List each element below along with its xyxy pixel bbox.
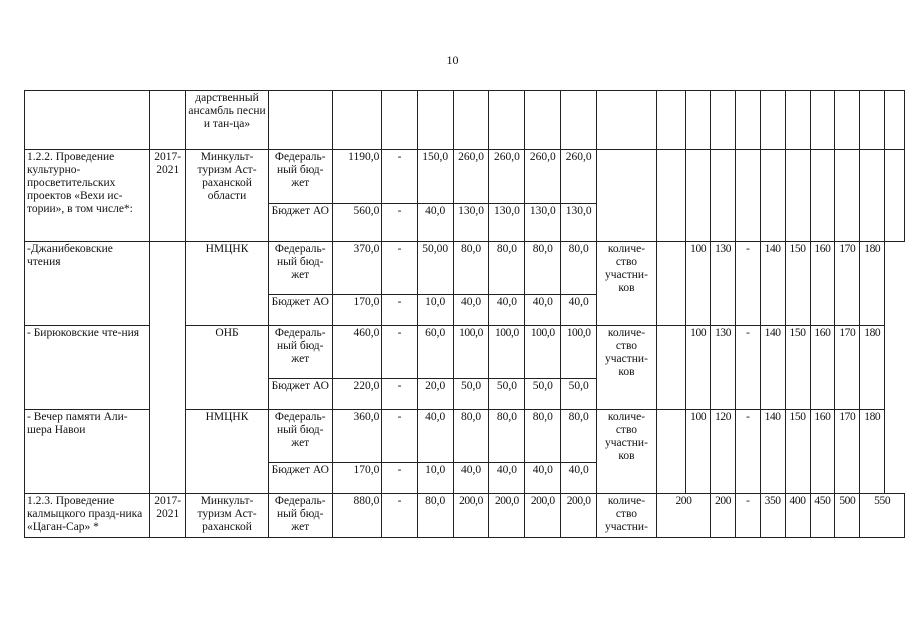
cell-name: -Джанибековские чтения: [25, 242, 150, 326]
cell-total: 370,0: [332, 242, 382, 295]
cell-total: 880,0: [332, 494, 382, 538]
cell-year: 80,0: [561, 242, 597, 295]
cell-indicator-value: 130: [711, 326, 736, 410]
cell-year: 100,0: [489, 326, 525, 379]
cell-year: 40,0: [453, 295, 489, 326]
cell-year: -: [382, 494, 417, 538]
cell-indicator: количе-ство участни-ков: [597, 410, 657, 494]
table-row-continuation: [25, 91, 905, 150]
table-row: [25, 150, 905, 204]
cell-year: 130,0: [489, 204, 525, 242]
cell-year: 80,0: [489, 410, 525, 463]
cell-year: 260,0: [453, 150, 489, 204]
table-row: [25, 494, 905, 538]
cell-indicator-value: 160: [810, 242, 835, 326]
cell-source: Бюджет АО: [268, 204, 332, 242]
cell-year: 260,0: [525, 150, 561, 204]
cell-year: 200,0: [489, 494, 525, 538]
cell-indicator-value: 150: [785, 410, 810, 494]
cell-indicator-value: 140: [760, 326, 785, 410]
cell-indicator-value: 350: [760, 494, 785, 538]
cell-year: 20,0: [417, 379, 453, 410]
cell-year: 80,0: [417, 494, 453, 538]
cell-year: 60,0: [417, 326, 453, 379]
cell-years: 2017-2021: [150, 494, 186, 538]
cell-indicator-value: 120: [711, 410, 736, 494]
cell-indicator-value: 130: [711, 242, 736, 326]
cell-total: 170,0: [332, 295, 382, 326]
cell-year: -: [382, 410, 417, 463]
cell-year: 260,0: [561, 150, 597, 204]
cell-years: [150, 91, 186, 150]
cell-indicator-value: 170: [835, 242, 860, 326]
cell-indicator-value: 140: [760, 242, 785, 326]
cell-year: 40,0: [489, 295, 525, 326]
cell-year: 40,0: [525, 295, 561, 326]
cell-indicator-value: 100: [686, 410, 711, 494]
table-row: [25, 242, 905, 295]
cell-year: -: [382, 463, 417, 494]
cell-year: 260,0: [489, 150, 525, 204]
cell-year: 100,0: [561, 326, 597, 379]
cell-executor: НМЦНК: [186, 410, 269, 494]
cell-year: -: [382, 326, 417, 379]
cell-total: 460,0: [332, 326, 382, 379]
cell-total: 170,0: [332, 463, 382, 494]
cell-source: Федераль-ный бюд-жет: [268, 410, 332, 463]
cell-indicator: количе-ство участни-ков: [597, 242, 657, 326]
cell-indicator-value: 100: [686, 242, 711, 326]
cell-year: 50,0: [525, 379, 561, 410]
cell-indicator: количе-ство участни-ков: [597, 326, 657, 410]
cell-source: Бюджет АО: [268, 463, 332, 494]
cell-year: 80,0: [489, 242, 525, 295]
cell-total: 1190,0: [332, 150, 382, 204]
cell-name: - Вечер памяти Али-шера Навои: [25, 410, 150, 494]
cell-indicator-value: 180: [860, 326, 885, 410]
program-table: [24, 90, 905, 538]
cell-year: -: [382, 242, 417, 295]
cell-executor: дарственный ансамбль песни и тан-ца»: [186, 91, 269, 150]
cell-indicator-value: 150: [785, 242, 810, 326]
cell-indicator-value: 150: [785, 326, 810, 410]
cell-indicator-value: -: [736, 326, 761, 410]
cell-name: [25, 91, 150, 150]
cell-year: -: [382, 295, 417, 326]
cell-year: 80,0: [525, 410, 561, 463]
cell-year: 50,00: [417, 242, 453, 295]
cell-indicator-value: 170: [835, 410, 860, 494]
cell-indicator-value: 200: [656, 494, 710, 538]
cell-total: 560,0: [332, 204, 382, 242]
cell-indicator: [597, 150, 657, 242]
cell-year: -: [382, 150, 417, 204]
cell-years: 2017-2021: [150, 150, 186, 242]
cell-indicator-value: -: [736, 410, 761, 494]
cell-name: 1.2.3. Проведение калмыцкого празд-ника «Цаган-Сар» *: [25, 494, 150, 538]
cell-name: - Бирюковские чте-ния: [25, 326, 150, 410]
cell-source: Федераль-ный бюд-жет: [268, 242, 332, 295]
cell-source: Бюджет АО: [268, 295, 332, 326]
cell-name: 1.2.2. Проведение культурно-просветительских проектов «Вехи ис-тории», в том числе*:: [25, 150, 150, 242]
cell-indicator-value: 550: [860, 494, 905, 538]
cell-indicator-value: 500: [835, 494, 860, 538]
cell-year: 200,0: [525, 494, 561, 538]
cell-indicator-value: 450: [810, 494, 835, 538]
cell-year: 80,0: [561, 410, 597, 463]
cell-executor: Минкульт-туризм Аст-раханской области: [186, 150, 269, 242]
cell-year: 10,0: [417, 295, 453, 326]
cell-years: [150, 242, 186, 494]
cell-source: Федераль-ный бюд-жет: [268, 494, 332, 538]
cell-year: 40,0: [417, 204, 453, 242]
cell-year: 100,0: [453, 326, 489, 379]
cell-indicator-value: 180: [860, 410, 885, 494]
cell-indicator: количе-ство участни-: [597, 494, 657, 538]
cell-year: 40,0: [417, 410, 453, 463]
cell-total: 360,0: [332, 410, 382, 463]
cell-indicator-value: 100: [686, 326, 711, 410]
cell-year: 40,0: [525, 463, 561, 494]
cell-year: 130,0: [561, 204, 597, 242]
cell-indicator-value: 140: [760, 410, 785, 494]
cell-year: 40,0: [561, 295, 597, 326]
cell-year: 40,0: [489, 463, 525, 494]
cell-year: 80,0: [453, 242, 489, 295]
cell-indicator-value: 170: [835, 326, 860, 410]
cell-source: Федераль-ный бюд-жет: [268, 150, 332, 204]
cell-executor: НМЦНК: [186, 242, 269, 326]
cell-year: 50,0: [453, 379, 489, 410]
page-number: 10: [446, 53, 459, 67]
cell-indicator-value: 200: [711, 494, 736, 538]
cell-year: 100,0: [525, 326, 561, 379]
cell-indicator-value: 160: [810, 410, 835, 494]
cell-year: 80,0: [525, 242, 561, 295]
cell-year: -: [382, 379, 417, 410]
cell-year: 130,0: [525, 204, 561, 242]
cell-indicator-value: -: [736, 494, 761, 538]
cell-source: Бюджет АО: [268, 379, 332, 410]
cell-year: 50,0: [561, 379, 597, 410]
cell-year: 200,0: [561, 494, 597, 538]
cell-indicator-value: 180: [860, 242, 885, 326]
cell-year: 40,0: [453, 463, 489, 494]
cell-year: 150,0: [417, 150, 453, 204]
cell-source: Федераль-ный бюд-жет: [268, 326, 332, 379]
cell-year: 40,0: [561, 463, 597, 494]
cell-year: -: [382, 204, 417, 242]
cell-year: 200,0: [453, 494, 489, 538]
cell-indicator-value: 400: [785, 494, 810, 538]
cell-year: 130,0: [453, 204, 489, 242]
cell-indicator-value: -: [736, 242, 761, 326]
cell-total: 220,0: [332, 379, 382, 410]
cell-year: 80,0: [453, 410, 489, 463]
cell-indicator-value: 160: [810, 326, 835, 410]
cell-year: 10,0: [417, 463, 453, 494]
cell-executor: Минкульт-туризм Аст-раханской: [186, 494, 269, 538]
cell-executor: ОНБ: [186, 326, 269, 410]
cell-year: 50,0: [489, 379, 525, 410]
